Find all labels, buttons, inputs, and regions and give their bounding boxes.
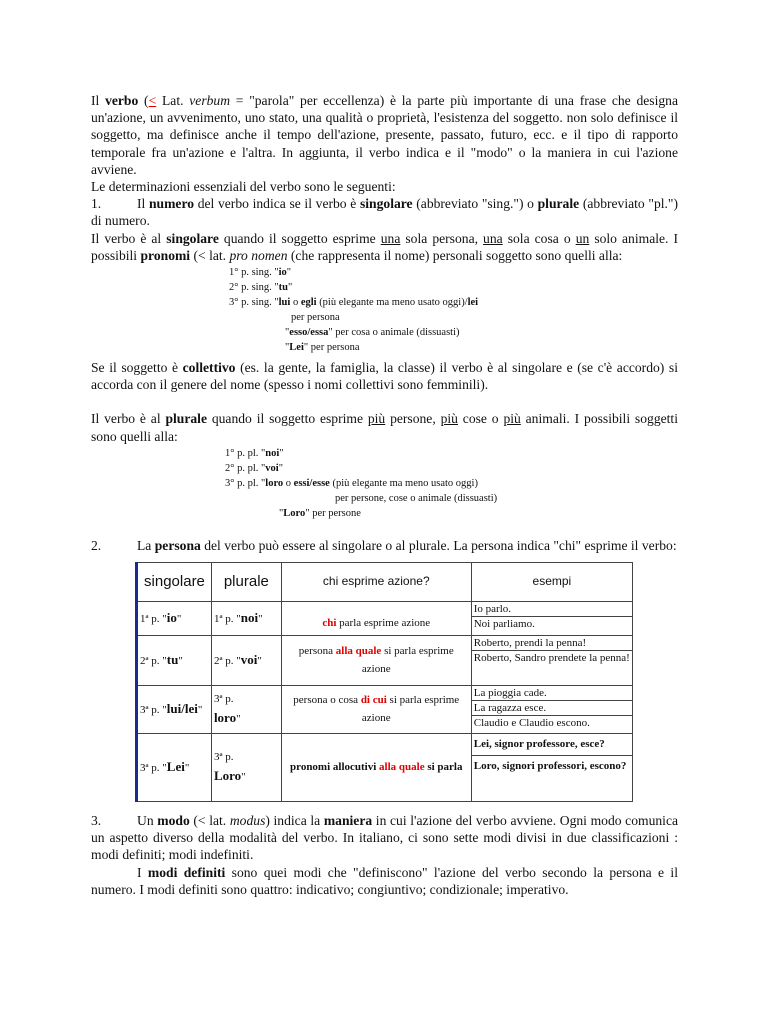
example-line: Roberto, Sandro prendete la penna! [473, 652, 630, 665]
table-cell: 3ª p. Loro" [211, 734, 281, 802]
example-line: Io parlo. [472, 602, 632, 617]
table-header-row [137, 563, 633, 602]
table-header: singolare [137, 563, 212, 602]
list-item: per persona [291, 312, 340, 324]
term-verbo: verbo [105, 93, 139, 108]
table-cell: persona alla quale si parla esprime azione [281, 636, 471, 686]
list-item: per persone, cose o animale (dissuasti) [335, 492, 498, 504]
singular-pronoun-list [91, 265, 678, 355]
table-header: plurale [211, 563, 281, 602]
table-cell: 3ª p. "Lei" [137, 734, 212, 802]
section-1-paragraph: 1. Il numero del verbo indica se il verbo è singolare (abbreviato "sing.") o plurale (abbreviato "pl.") di numero. [91, 196, 678, 229]
example-line: Claudio e Claudio escono. [473, 717, 590, 730]
table-cell: persona o cosa di cui si parla esprime azione [281, 686, 471, 734]
determinations-line: Le determinazioni essenziali del verbo sono le seguenti: [91, 179, 396, 195]
example-line: Noi parliamo. [473, 618, 535, 631]
table-cell: 1ª p. "io" [137, 602, 212, 636]
section-number: 2. [91, 537, 102, 553]
term-verbum: verbum [189, 93, 231, 108]
list-item: 2° p. sing. "tu" [229, 282, 293, 294]
example-line: Loro, signori professori, escono? [473, 760, 627, 773]
latin-link[interactable]: < [148, 93, 157, 108]
table-header: chi esprime azione? [281, 563, 471, 602]
example-line: La pioggia cade. [472, 686, 632, 701]
list-item: 1° p. pl. "noi" [225, 447, 284, 459]
list-item: "Lei" per persona [285, 342, 360, 354]
list-item: "Loro" per persone [279, 507, 361, 519]
example-line: La ragazza esce. [472, 701, 632, 716]
person-table [135, 562, 633, 802]
table-cell: chi parla esprime azione [281, 602, 471, 636]
table-cell: 2ª p. "tu" [137, 636, 212, 686]
document-page [91, 92, 678, 898]
table-cell: pronomi allocutivi alla quale si parla [281, 734, 471, 802]
section-3-paragraph: 3. Un modo (< lat. modus) indica la maniera in cui l'azione del verbo avviene. Ogni modo comunica un aspetto diverso della modalità del verbo. In italiano, ci sono sette modi divisi in due classificazioni : modi definiti; modi indefiniti. [91, 813, 679, 863]
list-item: 3° p. sing. "lui o egli (più elegante ma meno usato oggi)/lei [229, 297, 479, 309]
list-item: 3° p. pl. "loro o essi/esse (più elegante ma meno usato oggi) [225, 477, 478, 489]
table-row [137, 602, 633, 636]
intro-paragraph: Il verbo (< Lat. verbum = "parola" per eccellenza) è la parte più importante di una frase che designa un'azione, un avvenimento, uno stato, una qualità o proprietà, l'esistenza del soggetto. non solo definisce il soggetto, ma definisce anche il tempo dell'azione, presente, passato, futuro, ecc. e il tipo di rapporto temporale fra un'azione e l'altra. In aggiunta, il verbo indica e il "modo" o la maniera in cui l'azione avviene. [91, 93, 678, 177]
list-item: 2° p. pl. "voi" [225, 462, 283, 474]
list-item: 1° p. sing. "io" [229, 267, 292, 279]
example-line: Roberto, prendi la penna! [472, 636, 632, 651]
table-cell: 3ª p. "lui/lei" [137, 686, 212, 734]
section-number: 1. [91, 196, 102, 212]
section-2-paragraph: 2. La persona del verbo può essere al singolare o al plurale. La persona indica "chi" esprime il verbo: [91, 537, 677, 553]
defined-modes-paragraph: I modi definiti sono quei modi che "definiscono" l'azione del verbo secondo la persona e il numero. I modi definiti sono quattro: indicativo; congiuntivo; condizionale; imperativo. [91, 864, 678, 897]
table-row [137, 734, 633, 802]
table-row [137, 636, 633, 686]
plural-pronoun-list [91, 446, 678, 521]
plural-paragraph: Il verbo è al plurale quando il soggetto esprime più persone, più cose o più animali. I possibili soggetti sono quelli alla: [91, 411, 678, 444]
examples-cell [471, 734, 632, 802]
collective-paragraph: Se il soggetto è collettivo (es. la gente, la famiglia, la classe) il verbo è al singolare e (se c'è accordo) si accorda con il genere del nome (spesso i nomi collettivi sono femminili). [91, 360, 678, 393]
table-row [137, 686, 633, 734]
table-cell: 3ª p. loro" [211, 686, 281, 734]
examples-cell [471, 636, 632, 686]
examples-cell [471, 602, 632, 636]
list-item: "esso/essa" per cosa o animale (dissuasti) [285, 327, 460, 339]
singular-paragraph: Il verbo è al singolare quando il soggetto esprime una sola persona, una sola cosa o un solo animale. I possibili pronomi (< lat. pro nomen (che rappresenta il nome) personali soggetto sono quelli alla: [91, 230, 678, 263]
table-cell: 2ª p. "voi" [211, 636, 281, 686]
table-header: esempi [471, 563, 632, 602]
examples-cell [471, 686, 632, 734]
table-cell: 1ª p. "noi" [211, 602, 281, 636]
section-number: 3. [91, 813, 102, 829]
example-line: Lei, signor professore, esce? [472, 734, 632, 756]
